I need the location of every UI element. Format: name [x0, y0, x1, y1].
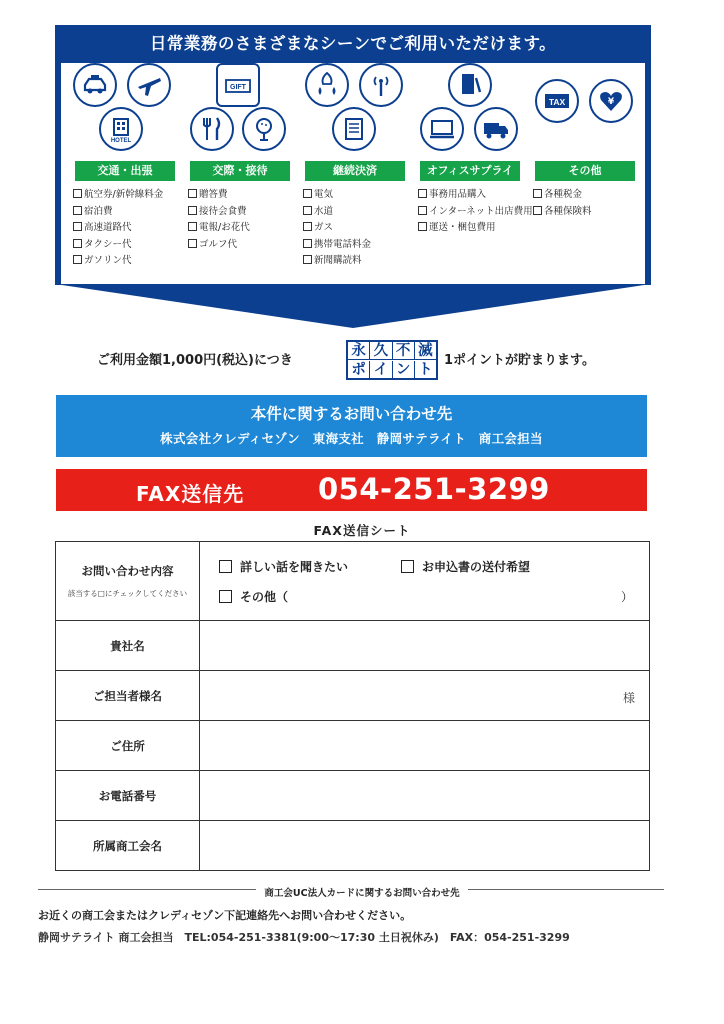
hotel-icon-text: HOTEL: [110, 138, 132, 144]
contact-subtitle: 株式会社クレディセゾン 東海支社 静岡サテライト 商工会担当: [160, 431, 543, 446]
list-item: 電気: [303, 187, 371, 204]
list-item: 航空券/新幹線料金: [73, 187, 163, 204]
category-other: [531, 63, 639, 295]
badge-char: ン: [393, 361, 415, 379]
option-detail-label: 詳しい話を聞きたい: [240, 560, 349, 574]
panel-arrow: [55, 284, 651, 328]
newspaper-icon: [332, 107, 376, 151]
eikyu-fumetsu-badge: [346, 340, 438, 380]
badge-char: ポ: [348, 361, 370, 379]
option-other[interactable]: [219, 588, 288, 605]
list-item: 運送・梱包費用: [418, 220, 533, 237]
inquiry-note: 該当する□にチェックしてください: [67, 589, 188, 598]
inquiry-label: お問い合わせ内容: [81, 564, 174, 578]
list-item: 携帯電話料金: [303, 237, 371, 254]
person-suffix: 様: [622, 691, 635, 705]
svg-text:¥: ¥: [607, 97, 615, 107]
list-item: タクシー代: [73, 237, 163, 254]
category-items: [418, 187, 533, 237]
form-row-person: [56, 671, 649, 721]
panel-title: 日常業務のさまざまなシーンでご利用いただけます。: [149, 34, 557, 53]
list-item: 贈答費: [188, 187, 250, 204]
list-item: 水道: [303, 204, 371, 221]
category-items: [303, 187, 371, 270]
list-item: 事務用品購入: [418, 187, 533, 204]
footer-line2: 静岡サテライト 商工会担当 TEL:054-251-3381(9:00〜17:30 土日祝休み) FAX：054-251-3299: [38, 931, 570, 944]
points-post-text: 1ポイントが貯まります。: [444, 353, 596, 368]
address-field[interactable]: [201, 721, 649, 770]
category-heading: 交通・出張: [75, 161, 175, 181]
badge-char: 永: [348, 342, 370, 359]
cutlery-icon: [190, 107, 234, 151]
checkbox[interactable]: [219, 590, 232, 603]
footer-line1: お近くの商工会またはクレディセゾン下記連絡先へお問い合わせください。: [38, 909, 412, 922]
address-label: ご住所: [110, 738, 145, 753]
computer-icon: [420, 107, 464, 151]
truck-icon: [474, 107, 518, 151]
option-application-label: お申込書の送付希望: [422, 560, 531, 574]
usage-panel: [55, 25, 651, 285]
yen-heart-icon: [589, 79, 633, 123]
list-item: ガス: [303, 220, 371, 237]
list-item: 接待会食費: [188, 204, 250, 221]
category-transport: [71, 63, 179, 295]
category-grid: [61, 63, 645, 295]
category-heading: 継続決済: [305, 161, 405, 181]
contact-title: 本件に関するお問い合わせ先: [250, 405, 453, 423]
badge-char: 不: [393, 342, 415, 359]
checkbox[interactable]: [219, 560, 232, 573]
tax-icon: [535, 79, 579, 123]
option-application[interactable]: [401, 558, 530, 575]
contact-banner: [56, 395, 647, 457]
utilities-icon: [305, 63, 349, 107]
category-recurring: [301, 63, 409, 295]
fax-label: FAX送信先: [136, 482, 245, 506]
form-row-chamber: [56, 821, 649, 870]
footer-heading: [0, 881, 724, 900]
company-field[interactable]: [201, 621, 649, 670]
list-item: ゴルフ代: [188, 237, 250, 254]
golf-icon: [242, 107, 286, 151]
list-item: インターネット出店費用: [418, 204, 533, 221]
airplane-icon: [127, 63, 171, 107]
sheet-title: FAX送信シート: [313, 523, 411, 538]
gift-icon-text: GIFT: [230, 84, 246, 91]
person-field[interactable]: [201, 671, 649, 720]
hotel-icon: [99, 107, 143, 151]
taxi-icon: [73, 63, 117, 107]
antenna-icon: [359, 63, 403, 107]
list-item: 高速道路代: [73, 220, 163, 237]
phone-label: お電話番号: [98, 788, 157, 803]
badge-char: 滅: [418, 343, 433, 359]
points-pre-text: ご利用金額1,000円(税込)につき: [97, 353, 293, 368]
chamber-label: 所属商工会名: [93, 838, 162, 853]
form-row-company: [56, 621, 649, 671]
badge-char: イ: [370, 361, 392, 379]
list-item: 宿泊費: [73, 204, 163, 221]
badge-char: ト: [418, 362, 433, 378]
form-row-inquiry: [56, 542, 649, 621]
list-item: ガソリン代: [73, 253, 163, 270]
form-row-address: [56, 721, 649, 771]
category-office-supply: [416, 63, 533, 295]
stationery-icon: [448, 63, 492, 107]
option-other-close: ）: [621, 590, 634, 604]
tax-icon-text: TAX: [548, 97, 566, 107]
list-item: 電報/お花代: [188, 220, 250, 237]
person-label: ご担当者様名: [93, 688, 162, 703]
checkbox[interactable]: [401, 560, 414, 573]
category-heading: その他: [535, 161, 635, 181]
fax-number: 054-251-3299: [318, 472, 550, 506]
footer-heading-text: 商工会UC法人カードに関するお問い合わせ先: [256, 888, 467, 899]
fax-form: [55, 541, 650, 871]
category-items: [188, 187, 250, 253]
company-label: 貴社名: [110, 638, 145, 653]
gift-icon: [216, 63, 260, 107]
option-other-label: その他（: [240, 590, 289, 604]
inquiry-options: [201, 542, 649, 620]
fax-banner: [56, 469, 647, 511]
phone-field[interactable]: [201, 771, 649, 820]
category-items: [73, 187, 163, 270]
list-item: 各種税金: [533, 187, 592, 204]
category-entertainment: [186, 63, 294, 295]
form-row-phone: [56, 771, 649, 821]
list-item: 新聞購読料: [303, 253, 371, 270]
category-heading: オフィスサプライ: [420, 161, 520, 181]
category-heading: 交際・接待: [190, 161, 290, 181]
option-detail[interactable]: [219, 558, 348, 575]
badge-char: 久: [370, 342, 392, 359]
points-line: [0, 336, 724, 382]
category-items: [533, 187, 592, 220]
list-item: 各種保険料: [533, 204, 592, 221]
chamber-field[interactable]: [201, 821, 649, 870]
